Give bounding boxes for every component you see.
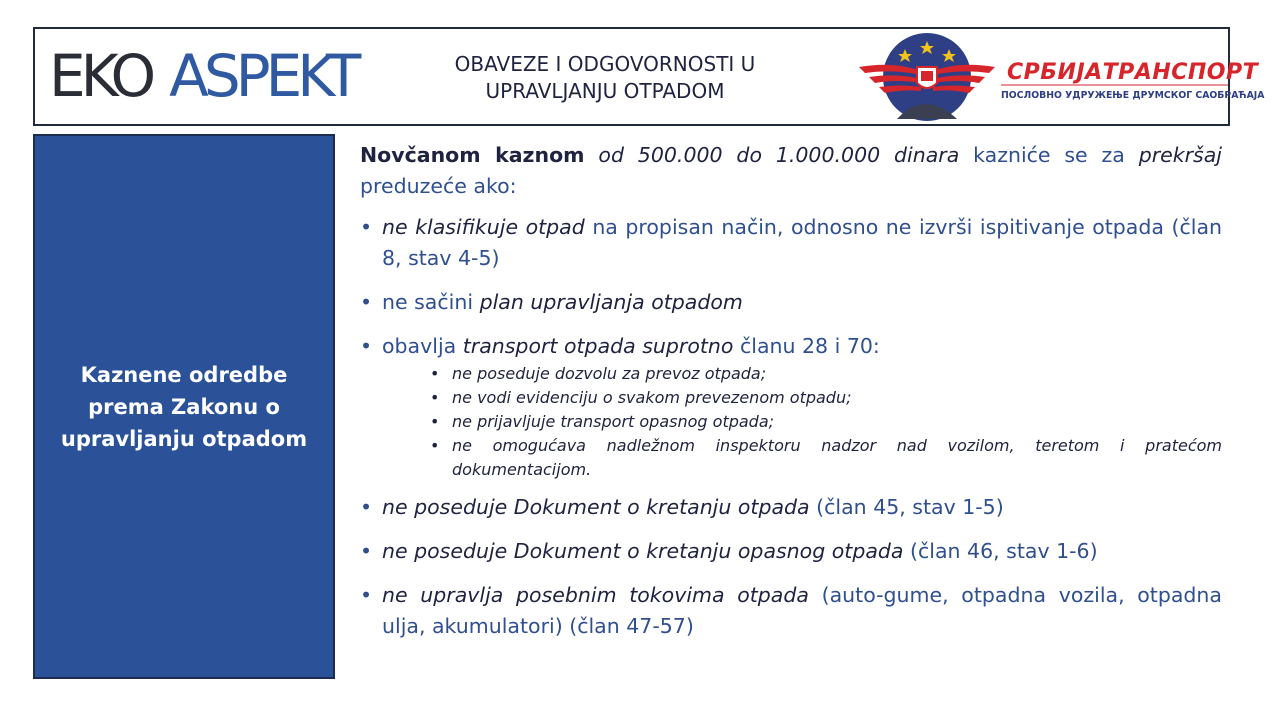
offense-list: [360, 212, 1222, 642]
list-item-emphasis: transport otpada suprotno: [462, 334, 734, 358]
page-title-line2: UPRAVLJANJU OTPADOM: [485, 79, 725, 103]
sub-bullet-icon: •: [430, 412, 440, 431]
list-item-text: (član 45, stav 1-5): [816, 495, 1004, 519]
list-item-text: (auto-gume, otpadna vozila, otpadna ulja, akumulatori) (član 47-57): [382, 583, 1222, 638]
intro-paragraph: [360, 140, 1222, 202]
list-item-text: ne sačini: [382, 290, 474, 314]
partner-name: СРБИЈАТРАНСПОРТ: [1007, 60, 1259, 85]
list-item-text-tail: članu 28 i 70:: [739, 334, 880, 358]
section-title-line2: prema Zakonu o: [88, 394, 280, 419]
list-item: [360, 287, 1222, 318]
intro-mid: kazniće se za: [973, 143, 1125, 167]
sub-bullet-icon: •: [430, 388, 440, 407]
bullet-icon: •: [360, 539, 373, 563]
list-item-text: (član 46, stav 1-6): [910, 539, 1098, 563]
sublist-item: [430, 434, 1222, 482]
sublist-item-text: ne vodi evidenciju o svakom prevezenom otpadu;: [452, 388, 852, 407]
bullet-icon: •: [360, 215, 373, 239]
list-item: [360, 536, 1222, 567]
sublist-item-text: ne poseduje dozvolu za prevoz otpada;: [452, 364, 767, 383]
section-sidebar: [33, 134, 335, 679]
sub-bullet-icon: •: [430, 436, 440, 455]
sublist-item-text: ne omogućava nadležnom inspektoru nadzor nad vozilom, teretom i pratećom dokumentacijom.: [452, 436, 1222, 479]
sub-bullet-icon: •: [430, 364, 440, 383]
bullet-icon: •: [360, 290, 373, 314]
sublist-item: [430, 362, 1222, 386]
intro-offense: prekršaj: [1138, 143, 1222, 167]
transport-sublist: [430, 362, 1222, 482]
section-title-line3: upravljanju otpadom: [60, 426, 308, 451]
partner-subtitle: ПОСЛОВНО УДРУЖЕЊЕ ДРУМСКОГ САОБРАЋАЈА: [1001, 90, 1265, 101]
list-item-text: obavlja: [382, 334, 457, 358]
srbijatransport-logo: [825, 31, 1265, 123]
section-title: [44, 359, 324, 455]
list-item-emphasis: plan upravljanja otpadom: [479, 290, 743, 314]
list-item-emphasis: ne poseduje Dokument o kretanju opasnog otpada: [382, 539, 904, 563]
list-item: [360, 492, 1222, 523]
list-item-text: na propisan način, odnosno ne izvrši ispitivanje otpada (član 8, stav 4-5): [382, 215, 1222, 270]
list-item: [360, 331, 1222, 482]
intro-strong: Novčanom kaznom: [360, 143, 585, 167]
eko-aspekt-logo: [49, 43, 356, 109]
list-item: [360, 580, 1222, 642]
logo-text-eko: EKO: [49, 42, 152, 110]
sublist-item: [430, 410, 1222, 434]
header-bar: [33, 27, 1265, 126]
page-title-line1: OBAVEZE I ODGOVORNOSTI U: [454, 52, 756, 76]
list-item-emphasis: ne klasifikuje otpad: [382, 215, 585, 239]
sublist-item: [430, 386, 1222, 410]
intro-tail: preduzeće ako:: [360, 174, 517, 198]
bullet-icon: •: [360, 334, 373, 358]
section-title-line1: Kaznene odredbe: [80, 362, 288, 387]
sublist-item-text: ne prijavljuje transport opasnog otpada;: [452, 412, 775, 431]
main-content: [360, 140, 1222, 655]
logo-text-aspekt: ASPEKT: [169, 42, 357, 110]
list-item-emphasis: ne poseduje Dokument o kretanju otpada: [382, 495, 810, 519]
bullet-icon: •: [360, 583, 373, 607]
bullet-icon: •: [360, 495, 373, 519]
page-title: [385, 51, 825, 105]
intro-fine-range: od 500.000 do 1.000.000 dinara: [598, 143, 960, 167]
list-item: [360, 212, 1222, 274]
list-item-emphasis: ne upravlja posebnim tokovima otpada: [382, 583, 809, 607]
